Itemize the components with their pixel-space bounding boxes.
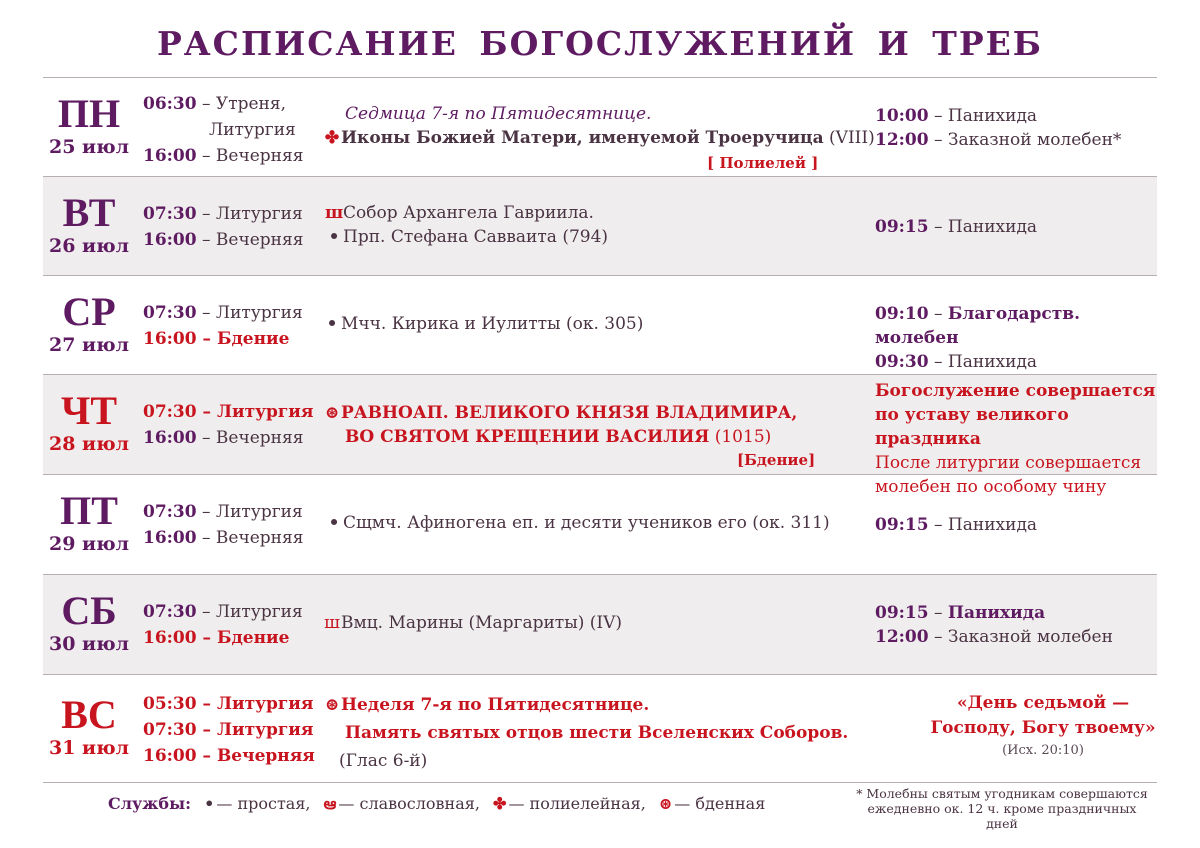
service-rank-mark: [Бдение] [737, 451, 816, 469]
service-item: 16:00 – Вечерняя [143, 230, 304, 250]
feast-info [323, 312, 643, 336]
day-date: 27 июл [48, 334, 130, 356]
service-item: 09:15 – Панихида [875, 217, 1038, 237]
feast-line: • Мчч. Кирика и Иулитты (ок. 305) [323, 312, 643, 336]
note-line: После литургии совершается [875, 453, 1142, 473]
service-item: 07:30 – Литургия [143, 402, 314, 422]
legend-text: — бденная [674, 794, 766, 813]
feast-line: • Прп. Стефана Савваита (794) [325, 225, 608, 249]
polyeleos-symbol-icon: ✤ [493, 794, 507, 813]
day-abbr: ПТ [60, 488, 118, 533]
day-row-monday [43, 78, 1157, 176]
service-rank-mark: [ Полиелей ] [707, 154, 819, 172]
feast-line: ВО СВЯТОМ КРЕЩЕНИИ ВАСИЛИЯ (1015) [345, 427, 772, 447]
day-row-tuesday [43, 177, 1157, 275]
vigil-symbol-icon: ⊛ [658, 794, 673, 813]
day-row-wednesday [43, 276, 1157, 374]
simple-symbol-icon: • [328, 513, 340, 533]
quote-line: Господу, Богу твоему» [930, 718, 1156, 738]
services-list [143, 499, 303, 551]
right-services [875, 513, 1037, 537]
services-list [143, 399, 313, 451]
legend-text: — простая, [216, 794, 311, 813]
note-line: по уставу великого праздника [875, 405, 1069, 449]
service-item: 16:00 – Бдение [143, 329, 290, 349]
feast-line: шВмц. Марины (Маргариты) (IV) [324, 613, 623, 633]
day-label [43, 489, 135, 555]
polyeleos-symbol-icon: ✤ [324, 128, 340, 148]
doxology-symbol-icon: ш [324, 613, 340, 633]
feast-line: ⊛ Неделя 7-я по Пятидесятнице. [323, 691, 848, 719]
right-services [875, 302, 1157, 374]
service-item: 12:00 – Заказной молебен* [875, 130, 1122, 150]
feast-info [325, 511, 830, 535]
feast-info [323, 611, 622, 635]
services-list [143, 599, 303, 651]
day-date: 26 июл [48, 235, 130, 257]
feast-info [323, 102, 875, 150]
day-label [43, 389, 135, 455]
services-list [143, 300, 303, 352]
day-label [43, 92, 135, 158]
day-label [43, 290, 135, 356]
feast-line: • Сщмч. Афиногена еп. и десяти учеников его (ок. 311) [325, 511, 830, 535]
day-date: 30 июл [48, 633, 130, 655]
day-abbr: СБ [61, 588, 117, 633]
feast-line: ✤ Иконы Божией Матери, именуемой Троеручица (VIII) [324, 128, 875, 148]
legend-text: — полиелейная, [508, 794, 646, 813]
footnote-line: ежедневно ок. 12 ч. кроме праздничных дней [867, 801, 1137, 831]
service-legend [108, 794, 765, 817]
day-date: 28 июл [48, 433, 130, 455]
feast-info [323, 401, 797, 449]
simple-symbol-icon: • [204, 794, 215, 813]
services-list [143, 691, 315, 769]
simple-symbol-icon: • [328, 227, 340, 247]
footnote-line: * Молебны святым угодникам совершаются [856, 786, 1148, 801]
service-item: 07:30 – Литургия [143, 303, 303, 323]
service-item: 16:00 – Вечерняя [143, 146, 304, 166]
feast-line: шСобор Архангела Гавриила. [325, 203, 594, 223]
day-label [43, 191, 135, 257]
day-label [43, 693, 135, 759]
service-item: Литургия [209, 120, 296, 140]
feast-info [323, 691, 848, 775]
service-item: 07:30 – Литургия [143, 502, 303, 522]
page-title: РАСПИСАНИЕ БОГОСЛУЖЕНИЙ И ТРЕБ [156, 24, 1043, 63]
vigil-symbol-icon: ⊛ [324, 403, 340, 423]
divider [43, 782, 1157, 783]
service-item: 12:00 – Заказной молебен [875, 627, 1113, 647]
service-item: 06:30 – Утреня, [143, 94, 286, 114]
vigil-symbol-icon: ⊛ [324, 695, 340, 715]
day-abbr: ЧТ [60, 388, 118, 433]
service-item: 09:10 – Благодарств. молебен [875, 304, 1081, 348]
feast-info [325, 201, 608, 249]
service-item: 05:30 – Литургия [143, 694, 314, 714]
day-row-sunday [43, 675, 1157, 781]
day-date: 29 июл [48, 533, 130, 555]
day-row-saturday [43, 575, 1157, 674]
services-list [143, 91, 303, 169]
quote-line: «День седьмой — [956, 693, 1130, 713]
right-services [875, 601, 1113, 649]
legend-label: Службы: [108, 794, 192, 813]
note-line: молебен по особому чину [875, 477, 1107, 497]
service-item: 07:30 – Литургия [143, 602, 303, 622]
note-line: Богослужение совершается [875, 381, 1156, 401]
doxology-symbol-icon: ш [325, 203, 344, 223]
day-date: 25 июл [48, 136, 130, 158]
service-item: 09:15 – Панихида [875, 603, 1046, 623]
doxology-symbol-icon: ఆ [323, 794, 337, 813]
day-label [43, 589, 135, 655]
service-item: 07:30 – Литургия [143, 204, 303, 224]
day-abbr: СР [62, 289, 116, 334]
quote-source: (Исх. 20:10) [1002, 743, 1084, 758]
service-item: 09:30 – Панихида [875, 352, 1038, 372]
service-item: 16:00 – Вечерняя [143, 746, 315, 766]
footnote [852, 786, 1152, 831]
service-item: 10:00 – Панихида [875, 106, 1038, 126]
right-services [875, 104, 1121, 152]
day-abbr: ВС [61, 692, 117, 737]
day-row-friday [43, 475, 1157, 574]
feast-line: Память святых отцов шести Вселенских Соборов. [345, 723, 849, 743]
service-item: 09:15 – Панихида [875, 515, 1038, 535]
service-item: 16:00 – Бдение [143, 628, 290, 648]
service-item: 07:30 – Литургия [143, 720, 314, 740]
legend-text: — славословная, [338, 794, 480, 813]
feast-line: (Глас 6-й) [339, 751, 428, 771]
feast-line: ⊛ РАВНОАП. ВЕЛИКОГО КНЯЗЯ ВЛАДИМИРА, [324, 403, 798, 423]
day-row-thursday [43, 375, 1157, 497]
scripture-quote [893, 691, 1193, 761]
service-item: 16:00 – Вечерняя [143, 428, 304, 448]
right-services [875, 215, 1037, 239]
day-abbr: ПН [57, 91, 121, 136]
feast-line: Седмица 7-я по Пятидесятнице. [345, 104, 652, 124]
day-date: 31 июл [48, 737, 130, 759]
day-abbr: ВТ [62, 190, 116, 235]
services-list [143, 201, 303, 253]
simple-symbol-icon: • [326, 314, 338, 334]
service-item: 16:00 – Вечерняя [143, 528, 304, 548]
